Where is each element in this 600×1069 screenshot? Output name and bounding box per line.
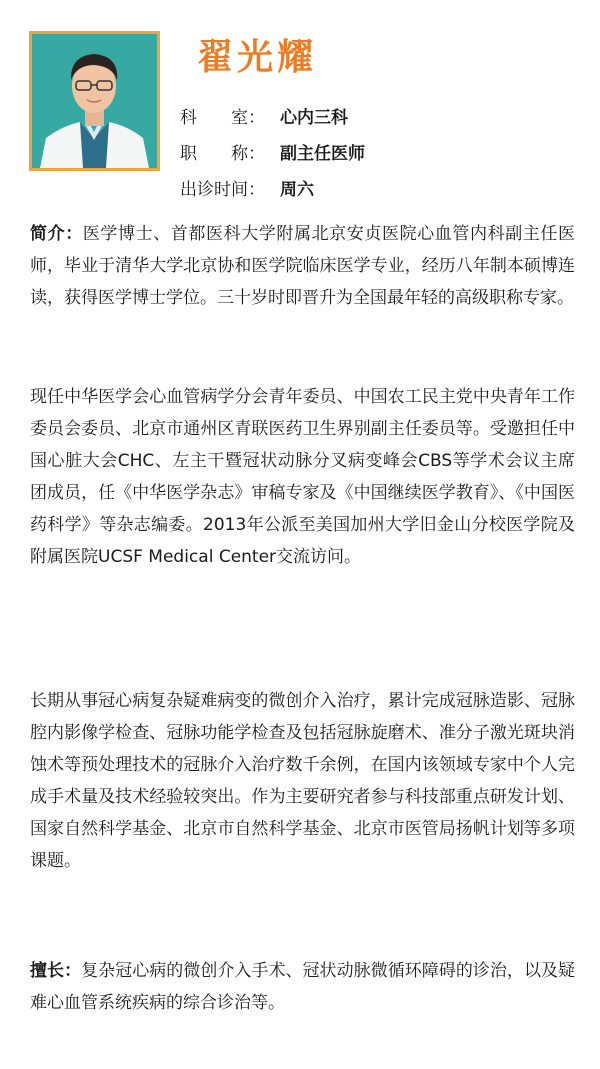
positions-text: 现任中华医学会心血管病学分会青年委员、中国农工民主党中央青年工作委员会委员、北京市通州区青联医药卫生界别副主任委员等。受邀担任中国心脏大会CHC、左主干暨冠状动脉分叉病变峰会CBS等学术会议主席团成员，任《中华医学杂志》审稿专家及《中国继续医学教育》、《中国医药科学》等杂志编委。2013年公派至美国加州大学旧金山分校医学院及附属医院UCSF Medical Center交流访问。 [30,387,575,567]
doctor-portrait-icon [32,34,157,168]
doctor-photo [29,31,160,171]
clinic-time-value: 周六 [280,180,314,200]
intro-text: 医学博士、首都医科大学附属北京安贞医院心血管内科副主任医师，毕业于清华大学北京协和医学院临床医学专业，经历八年制本硕博连读，获得医学博士学位。三十岁时即晋升为全国最年轻的高级职称专家。 [30,224,576,308]
experience-text: 长期从事冠心病复杂疑难病变的微创介入治疗，累计完成冠脉造影、冠脉腔内影像学检查、冠脉功能学检查及包括冠脉旋磨术、准分子激光斑块消蚀术等预处理技术的冠脉介入治疗数千余例，在国内该领域专家中个人完成手术量及技术经验较突出。作为主要研究者参与科技部重点研发计划、国家自然科学基金、北京市自然科学基金、北京市医管局扬帆计划等多项课题。 [30,691,575,871]
clinic-time-row [180,174,314,206]
clinic-time-label: 出诊时间： [180,180,265,200]
title-value: 副主任医师 [280,144,365,164]
department-row [180,102,348,134]
department-label: 科 室： [180,108,265,128]
specialty-paragraph [30,955,575,1019]
department-value: 心内三科 [280,108,348,128]
experience-paragraph [30,685,575,877]
specialty-text: 复杂冠心病的微创介入手术、冠状动脉微循环障碍的诊治，以及疑难心血管系统疾病的综合诊治等。 [30,961,576,1013]
doctor-name: 翟光耀 [197,37,318,78]
specialty-lead: 擅长： [30,961,82,981]
positions-paragraph [30,381,575,573]
intro-lead: 简介： [30,224,83,244]
intro-paragraph [30,218,575,314]
title-label: 职 称： [180,144,265,164]
title-row [180,138,365,170]
